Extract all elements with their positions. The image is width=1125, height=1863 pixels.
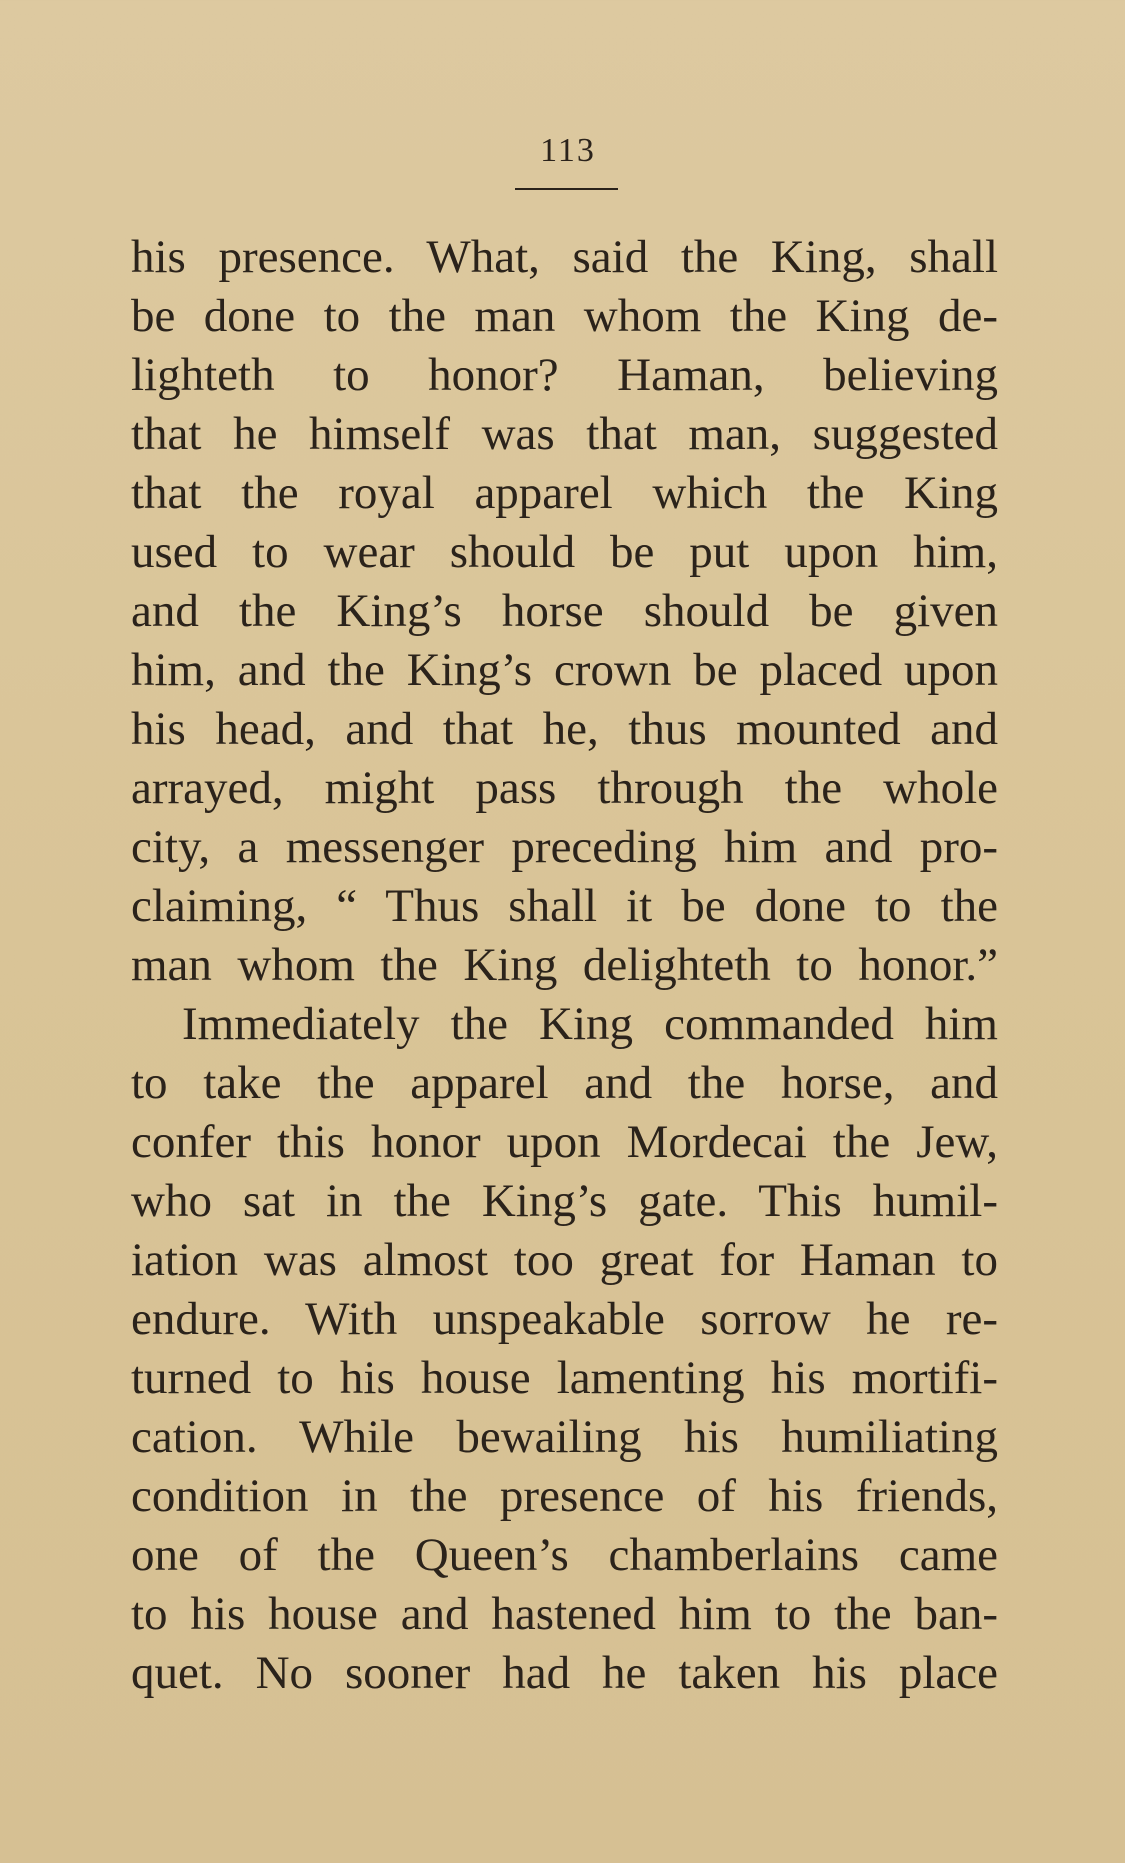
text-line: that he himself was that man, suggested bbox=[131, 408, 998, 460]
text-line: endure. With unspeakable sorrow he re- bbox=[131, 1293, 998, 1345]
text-line: his head, and that he, thus mounted and bbox=[131, 703, 998, 755]
text-line: his presence. What, said the King, shall bbox=[131, 231, 998, 283]
text-line: one of the Queen’s chamberlains came bbox=[131, 1529, 998, 1581]
text-line: Immediately the King commanded him bbox=[182, 998, 998, 1050]
text-line: him, and the King’s crown be placed upon bbox=[131, 644, 998, 696]
text-line: iation was almost too great for Haman to bbox=[131, 1234, 998, 1286]
body-text bbox=[131, 228, 998, 1703]
text-line: city, a messenger preceding him and pro- bbox=[131, 821, 998, 873]
text-line: turned to his house lamenting his mortifi- bbox=[131, 1352, 998, 1404]
page-number: 113 bbox=[540, 132, 596, 169]
text-line: that the royal apparel which the King bbox=[131, 467, 998, 519]
text-line: cation. While bewailing his humiliating bbox=[131, 1411, 998, 1463]
text-line: and the King’s horse should be given bbox=[131, 585, 998, 637]
text-line: lighteth to honor? Haman, believing bbox=[131, 349, 998, 401]
text-line: man whom the King delighteth to honor.” bbox=[131, 939, 998, 991]
text-line: condition in the presence of his friends, bbox=[131, 1470, 998, 1522]
text-line: to his house and hastened him to the ban- bbox=[131, 1588, 998, 1640]
text-line: used to wear should be put upon him, bbox=[131, 526, 998, 578]
text-line: confer this honor upon Mordecai the Jew, bbox=[131, 1116, 998, 1168]
text-line: to take the apparel and the horse, and bbox=[131, 1057, 998, 1109]
text-line: arrayed, might pass through the whole bbox=[131, 762, 998, 814]
header-rule bbox=[515, 188, 618, 190]
text-line: quet. No sooner had he taken his place bbox=[131, 1647, 998, 1699]
text-line: be done to the man whom the King de- bbox=[131, 290, 998, 342]
text-line: who sat in the King’s gate. This humil- bbox=[131, 1175, 998, 1227]
text-line: claiming, “ Thus shall it be done to the bbox=[131, 880, 998, 932]
